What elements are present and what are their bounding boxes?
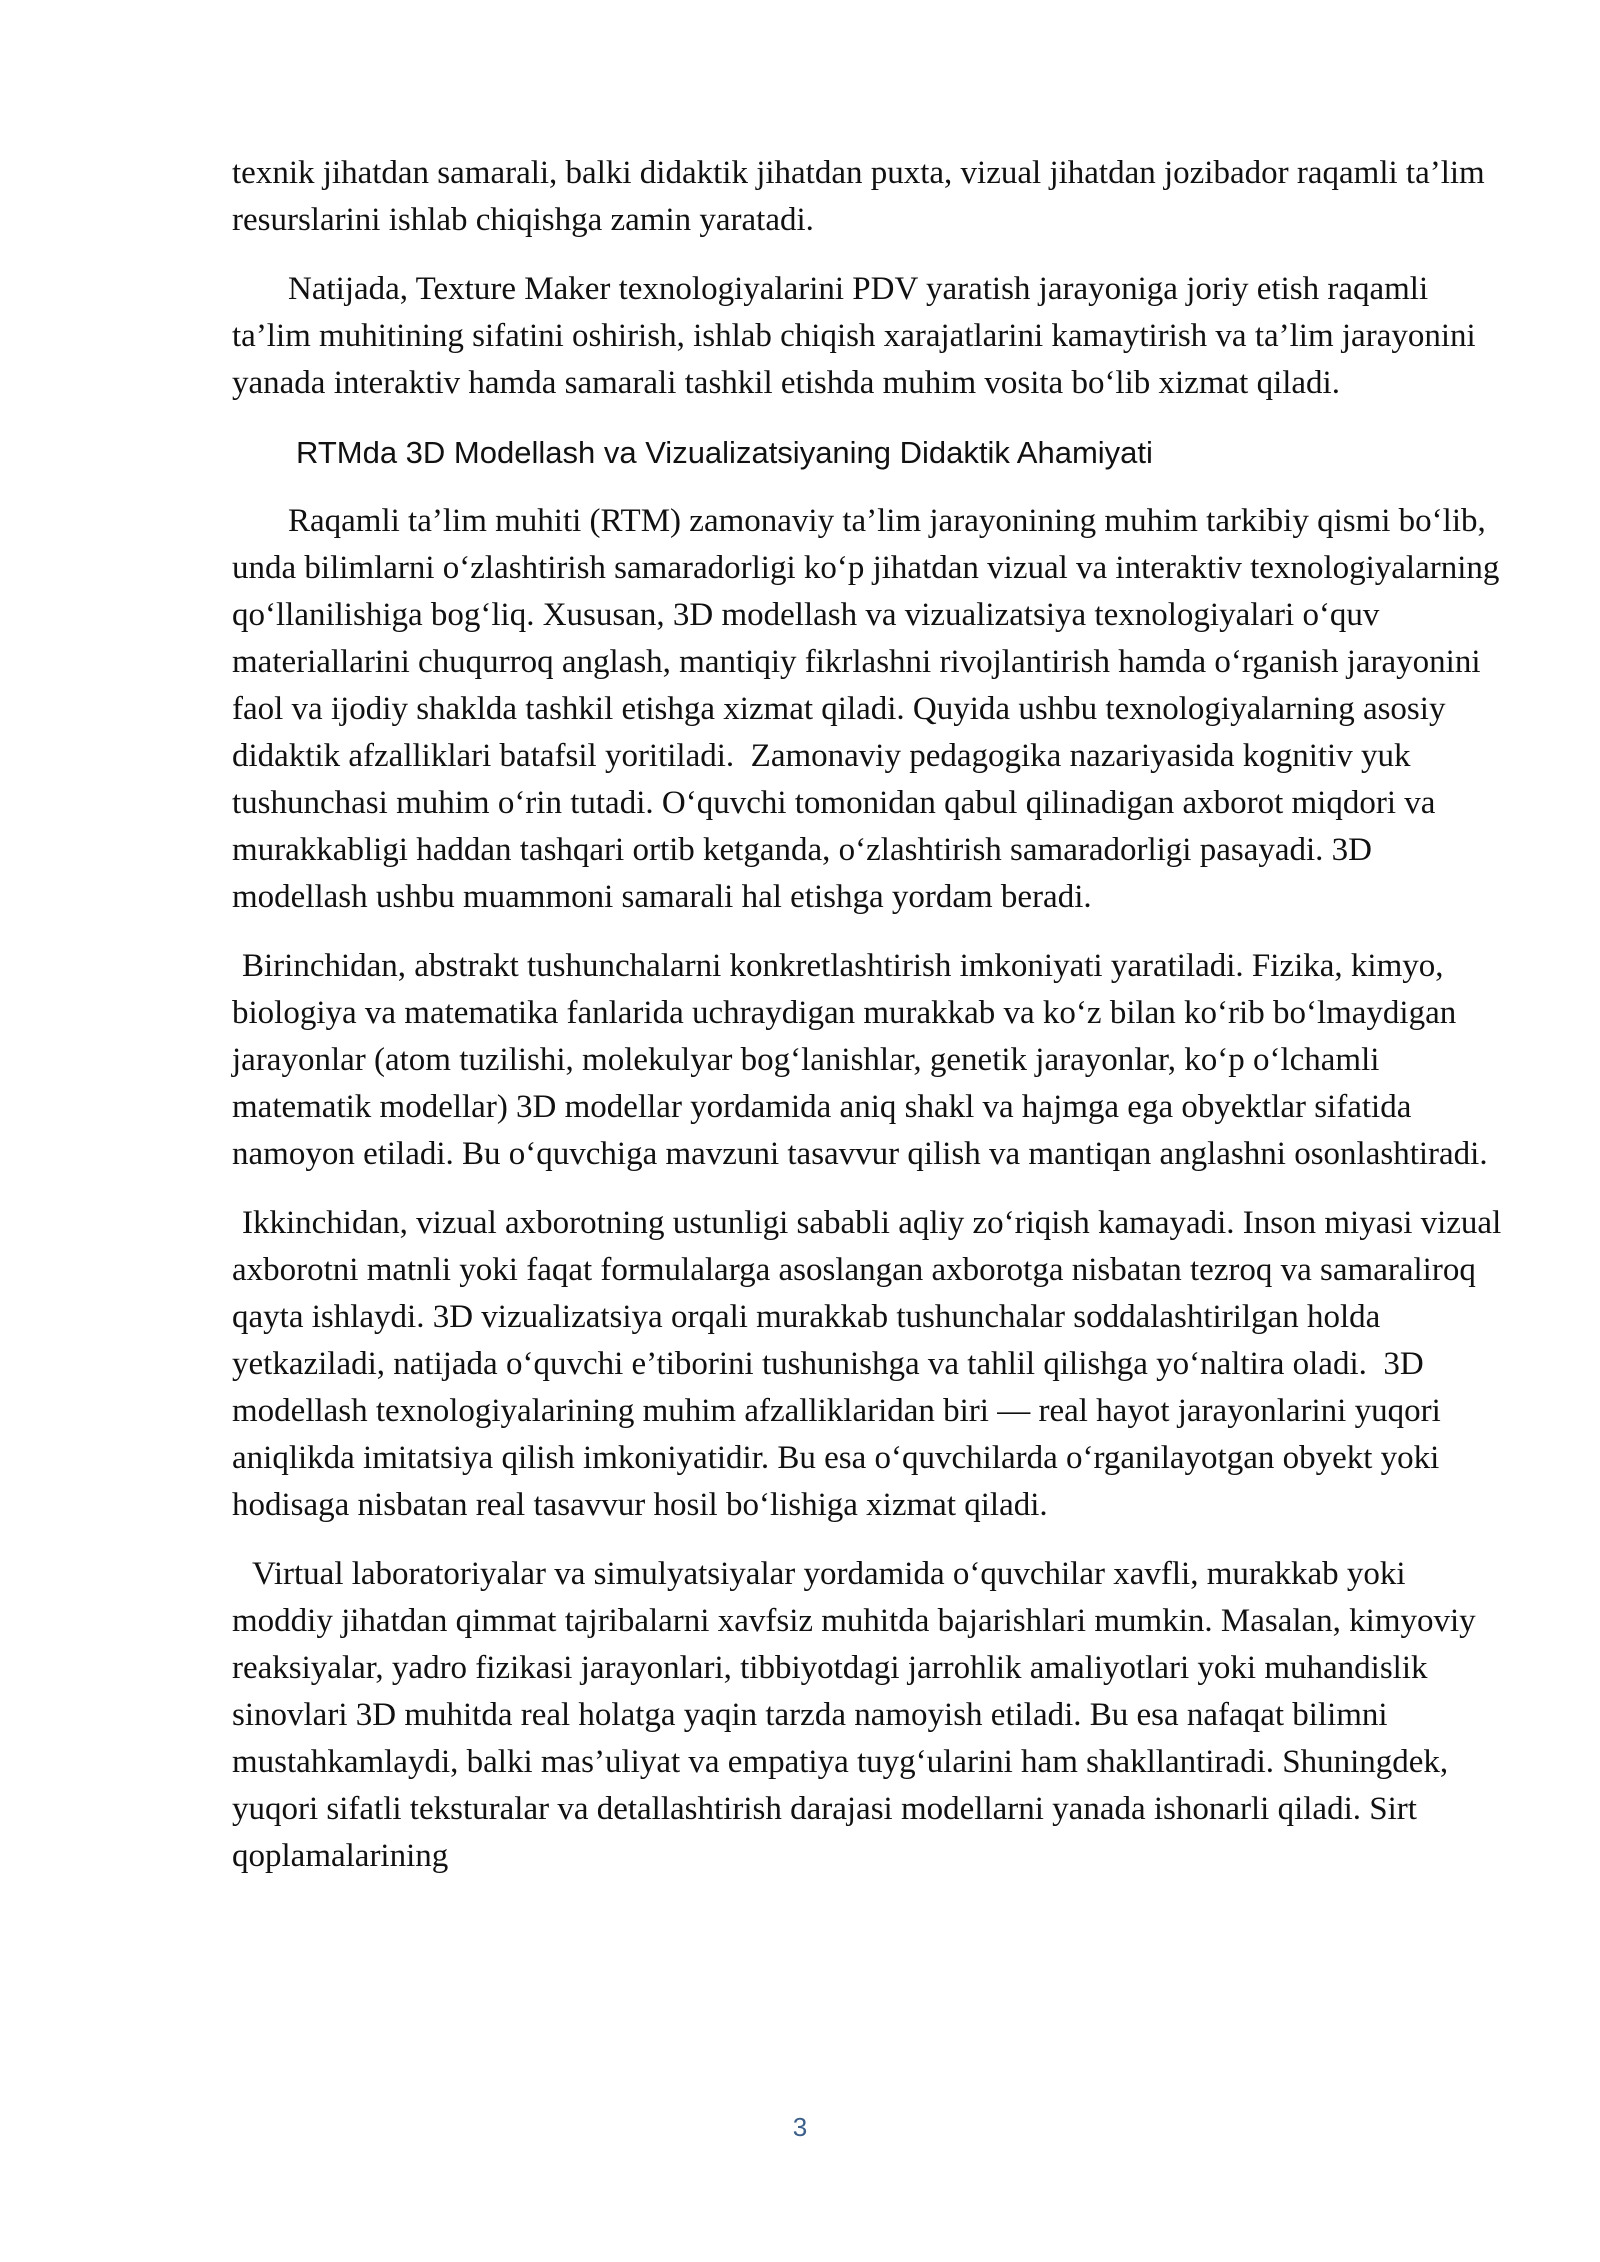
document-body — [232, 150, 1510, 1902]
paragraph-first-point: Birinchidan, abstrakt tushunchalarni konkretlashtirish imkoniyati yaratiladi. Fizika, kimyo, biologiya va matematika fanlarida uchraydigan murakkab va ko‘z bilan ko‘rib bo‘lmaydigan jarayonlar (atom tuzilishi, molekulyar bog‘lanishlar, genetik jarayonlar, ko‘p o‘lchamli matematik modellar) 3D modellar yordamida aniq shakl va hajmga ega obyektlar sifatida namoyon etiladi. Bu o‘quvchiga mavzuni tasavvur qilish va mantiqan anglashni osonlashtiradi. — [232, 948, 1488, 1172]
paragraph-second-point: Ikkinchidan, vizual axborotning ustunligi sababli aqliy zo‘riqish kamayadi. Inson miyasi vizual axborotni matnli yoki faqat formulalarga asoslangan axborotga nisbatan tezroq va samaraliroq qayta ishlaydi. 3D vizualizatsiya orqali murakkab tushunchalar soddalashtirilgan holda yetkaziladi, natijada o‘quvchi e’tiborini tushunishga va tahlil qilishga yo‘naltira oladi. 3D modellash texnologiyalarining muhim afzalliklaridan biri — real hayot jarayonlarini yuqori aniqlikda imitatsiya qilish imkoniyatidir. Bu esa o‘quvchilarda o‘rganilayotgan obyekt yoki hodisaga nisbatan real tasavvur hosil bo‘lishiga xizmat qiladi. — [232, 1205, 1510, 1523]
paragraph-conclusion: Natijada, Texture Maker texnologiyalarini PDV yaratish jarayoniga joriy etish raqamli ta’lim muhitining sifatini oshirish, ishlab chiqish xarajatlarini kamaytirish va ta’lim jarayonini yanada interaktiv hamda samarali tashkil etishda muhim vosita bo‘lib xizmat qiladi. — [232, 271, 1484, 401]
page-number: 3 — [792, 2112, 808, 2142]
paragraph-continuation: texnik jihatdan samarali, balki didaktik jihatdan puxta, vizual jihatdan jozibador raqamli ta’lim resurslarini ishlab chiqishga zamin yaratadi. — [232, 155, 1493, 238]
paragraph-intro: Raqamli ta’lim muhiti (RTM) zamonaviy ta’lim jarayonining muhim tarkibiy qismi bo‘lib, unda bilimlarni o‘zlashtirish samaradorligi ko‘p jihatdan vizual va interaktiv texnologiyalarning qo‘llanilishiga bog‘liq. Xususan, 3D modellash va vizualizatsiya texnologiyalari o‘quv materiallarini chuqurroq anglash, mantiqiy fikrlashni rivojlantirish hamda o‘rganish jarayonini faol va ijodiy shaklda tashkil etishga xizmat qiladi. Quyida ushbu texnologiyalarning asosiy didaktik afzalliklari batafsil yoritiladi. Zamonaviy pedagogika nazariyasida kognitiv yuk tushunchasi muhim o‘rin tutadi. O‘quvchi tomonidan qabul qilinadigan axborot miqdori va murakkabligi haddan tashqari ortib ketganda, o‘zlashtirish samaradorligi pasayadi. 3D modellash ushbu muammoni samarali hal etishga yordam beradi. — [232, 503, 1508, 915]
paragraph-virtual-labs: Virtual laboratoriyalar va simulyatsiyalar yordamida o‘quvchilar xavfli, murakkab yoki moddiy jihatdan qimmat tajribalarni xavfsiz muhitda bajarishlari mumkin. Masalan, kimyoviy reaksiyalar, yadro fizikasi jarayonlari, tibbiyotdagi jarrohlik amaliyotlari yoki muhandislik sinovlari 3D muhitda real holatga yaqin tarzda namoyish etiladi. Bu esa nafaqat bilimni mustahkamlaydi, balki mas’uliyat va empatiya tuyg‘ularini ham shakllantiradi. Shuningdek, yuqori sifatli teksturalar va detallashtirish darajasi modellarni yanada ishonarli qiladi. Sirt qoplamalarining — [232, 1556, 1484, 1874]
section-heading: RTMda 3D Modellash va Vizualizatsiyaning Didaktik Ahamiyati — [296, 435, 1153, 470]
